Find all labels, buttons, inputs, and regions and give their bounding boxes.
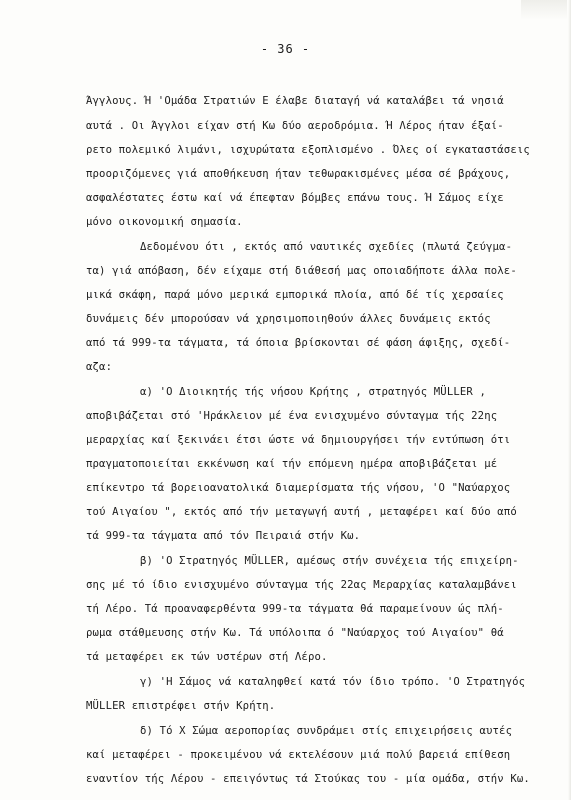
text-line: αζα: — [86, 361, 113, 373]
text-line: ασφαλέστατες έστω καί νά έπεφταν βόμβες επάνω τους. Ή Σάμος είχε — [86, 192, 504, 204]
text-line: από τά 999-τα τάγματα, τά όποια βρίσκονται σέ φάση άφιξης, σχεδί- — [86, 337, 511, 349]
text-line: αποβιβάζεται στό 'Ηράκλειον μέ ένα ενισχυμένο σύνταγμα τής 22ης — [86, 410, 498, 422]
text-line: α) 'Ο Διοικητής τής νήσου Κρήτης , στρατηγός MÜLLER , — [140, 386, 486, 398]
text-line: σης μέ τό ίδιο ενισχυμένο σύνταγμα τής 22ας Μεραρχίας καταλαμβάνει — [86, 579, 517, 591]
text-line: γ) 'Η Σάμος νά καταληφθεί κατά τόν ίδιο τρόπο. 'Ο Στρατηγός — [140, 676, 526, 688]
text-line: τή Λέρο. Τά προαναφερθέντα 999-τα τάγματα θά παραμείνουν ώς πλή- — [86, 603, 504, 615]
text-line: δ) Τό Χ Σώμα αεροπορίας συνδράμει στίς επιχειρήσεις αυτές — [140, 725, 513, 737]
text-line: MÜLLER επιστρέφει στήν Κρήτη. — [86, 700, 276, 712]
text-line: επίκεντρο τά βορειοανατολικά διαμερίσματα τής νήσου, 'Ο "Ναύαρχος — [86, 482, 511, 494]
page-number: - 36 - — [260, 42, 311, 56]
text-line: Άγγλους. Ή 'Ομάδα Στρατιών Ε έλαβε διαταγή νά καταλάβει τά νησιά — [86, 95, 504, 107]
text-line: τού Αιγαίου ", εκτός από τήν μεταγωγή αυτή , μεταφέρει καί δύο από — [86, 506, 517, 518]
text-line: τά 999-τα τάγματα από τόν Πειραιά στήν Κω. — [86, 530, 361, 542]
text-line: ρετο πολεμικό λιμάνι, ισχυρώτατα εξοπλισμένο . Όλες οί εγκαταστάσεις — [86, 144, 530, 156]
text-line: Δεδομένου ότι , εκτός από ναυτικές σχεδίες (πλωτά ζεύγμα- — [140, 241, 513, 253]
text-line: αυτά . Οι Άγγλοι είχαν στή Κω δύο αεροδρόμια. Ή Λέρος ήταν έξαί- — [86, 120, 504, 132]
scan-corner-mark — [521, 0, 567, 20]
text-line: β) 'Ο Στρατηγός MÜLLER, αμέσως στήν συνέχεια τής επιχείρη- — [140, 555, 519, 567]
text-line: πραγματοποιείται εκκένωση καί τήν επόμενη ημέρα αποβιβάζεται μέ — [86, 458, 498, 470]
text-line: μόνο οικονομική σημασία. — [86, 216, 243, 228]
text-line: ρωμα στάθμευσης στήν Κω. Τά υπόλοιπα ό "Ναύαρχος τού Αιγαίου" θά — [86, 627, 504, 639]
text-line: εναντίον τής Λέρου - επειγόντως τά Στούκας του - μία ομάδα, στήν Κω. — [86, 773, 530, 785]
text-line: τα) γιά απόβαση, δέν είχαμε στή διάθεσή μας οποιαδήποτε άλλα πολε- — [86, 265, 517, 277]
text-line: τά μεταφέρει εκ τών υστέρων στή Λέρο. — [86, 651, 328, 663]
text-line: καί μεταφέρει - προκειμένου νά εκτελέσουν μιά πολύ βαρειά επίθεση — [86, 749, 511, 761]
text-line: μικά σκάφη, παρά μόνο μερικά εμπορικά πλοία, από δέ τίς χερσαίες — [86, 289, 504, 301]
text-line: προοριζόμενες γιά αποθήκευση ήταν τεθωρακισμένες μέσα σέ βράχους, — [86, 168, 511, 180]
text-line: μεραρχίας καί ξεκινάει έτσι ώστε νά δημιουργήσει τήν εντύπωση ότι — [86, 434, 511, 446]
text-line: δυνάμεις δέν μπορούσαν νά χρησιμοποιηθούν άλλες δυνάμεις εκτός — [86, 313, 491, 325]
